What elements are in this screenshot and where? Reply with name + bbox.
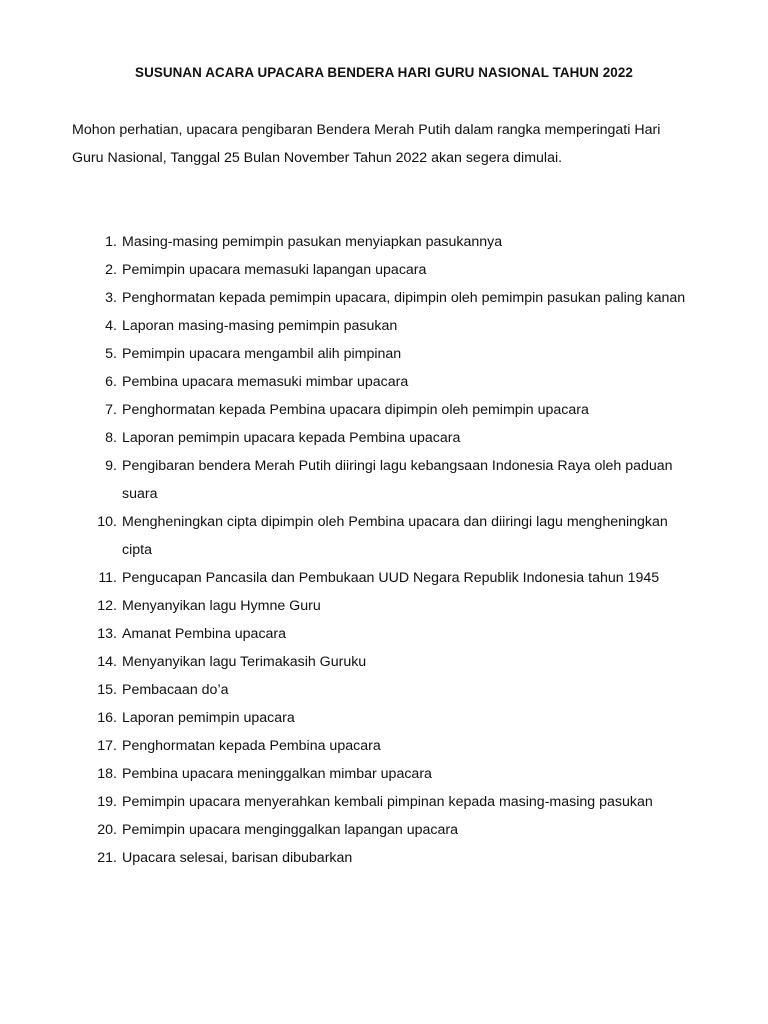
agenda-text: Penghormatan kepada Pembina upacara xyxy=(122,738,381,754)
agenda-item xyxy=(72,368,692,396)
agenda-item xyxy=(72,340,692,368)
agenda-item xyxy=(72,844,692,872)
agenda-item xyxy=(72,228,692,256)
agenda-item xyxy=(72,508,692,564)
agenda-number: 19. xyxy=(97,794,117,810)
agenda-number: 6. xyxy=(105,374,117,390)
agenda-number: 13. xyxy=(97,626,117,642)
agenda-text: Pembina upacara meninggalkan mimbar upacara xyxy=(122,766,432,782)
agenda-text: Pengucapan Pancasila dan Pembukaan UUD Negara Republik Indonesia tahun 1945 xyxy=(122,570,660,586)
agenda-item xyxy=(72,592,692,620)
agenda-text: Laporan masing-masing pemimpin pasukan xyxy=(122,318,398,334)
agenda-text: Mengheningkan cipta dipimpin oleh Pembina upacara dan diiringi lagu mengheningkan cipta xyxy=(122,514,668,558)
agenda-number: 12. xyxy=(97,598,117,614)
agenda-item xyxy=(72,816,692,844)
agenda-text: Upacara selesai, barisan dibubarkan xyxy=(122,850,353,866)
agenda-number: 21. xyxy=(97,850,117,866)
agenda-text: Laporan pemimpin upacara xyxy=(122,710,295,726)
agenda-number: 7. xyxy=(105,402,117,418)
agenda-text: Pemimpin upacara menginggalkan lapangan upacara xyxy=(122,822,458,838)
agenda-number: 20. xyxy=(97,822,117,838)
agenda-item xyxy=(72,424,692,452)
agenda-text: Pembina upacara memasuki mimbar upacara xyxy=(122,374,409,390)
agenda-number: 4. xyxy=(105,318,117,334)
agenda-text: Masing-masing pemimpin pasukan menyiapkan pasukannya xyxy=(122,234,503,250)
agenda-item xyxy=(72,732,692,760)
agenda-text: Amanat Pembina upacara xyxy=(122,626,287,642)
agenda-text: Menyanyikan lagu Hymne Guru xyxy=(122,598,321,614)
agenda-number: 10. xyxy=(97,514,117,530)
agenda-item xyxy=(72,396,692,424)
agenda-item xyxy=(72,284,692,312)
agenda-item xyxy=(72,620,692,648)
agenda-item xyxy=(72,452,692,508)
agenda-text: Penghormatan kepada Pembina upacara dipimpin oleh pemimpin upacara xyxy=(122,402,589,418)
agenda-number: 8. xyxy=(105,430,117,446)
agenda-item xyxy=(72,564,692,592)
agenda-list xyxy=(72,228,692,872)
agenda-item xyxy=(72,704,692,732)
agenda-number: 11. xyxy=(98,570,117,586)
agenda-text: Pembacaan do’a xyxy=(122,682,229,698)
agenda-text: Laporan pemimpin upacara kepada Pembina upacara xyxy=(122,430,461,446)
agenda-item xyxy=(72,648,692,676)
agenda-text: Pemimpin upacara memasuki lapangan upacara xyxy=(122,262,427,278)
agenda-item xyxy=(72,312,692,340)
agenda-number: 3. xyxy=(105,290,117,306)
agenda-item xyxy=(72,788,692,816)
agenda-item xyxy=(72,760,692,788)
agenda-item xyxy=(72,676,692,704)
intro-paragraph: Mohon perhatian, upacara pengibaran Bendera Merah Putih dalam rangka memperingati Hari Guru Nasional, Tanggal 25 Bulan November Tahun 2022 akan segera dimulai. xyxy=(72,122,661,166)
agenda-text: Pemimpin upacara menyerahkan kembali pimpinan kepada masing-masing pasukan xyxy=(122,794,653,810)
agenda-number: 15. xyxy=(97,682,117,698)
agenda-number: 5. xyxy=(105,346,117,362)
document-title: SUSUNAN ACARA UPACARA BENDERA HARI GURU NASIONAL TAHUN 2022 xyxy=(135,65,633,80)
agenda-text: Pemimpin upacara mengambil alih pimpinan xyxy=(122,346,402,362)
agenda-item xyxy=(72,256,692,284)
agenda-number: 17. xyxy=(97,738,117,754)
agenda-number: 9. xyxy=(105,458,117,474)
agenda-number: 1. xyxy=(105,234,117,250)
agenda-text: Pengibaran bendera Merah Putih diiringi lagu kebangsaan Indonesia Raya oleh paduan suara xyxy=(122,458,673,502)
agenda-number: 18. xyxy=(97,766,117,782)
agenda-text: Penghormatan kepada pemimpin upacara, dipimpin oleh pemimpin pasukan paling kanan xyxy=(122,290,686,306)
agenda-text: Menyanyikan lagu Terimakasih Guruku xyxy=(122,654,367,670)
agenda-number: 14. xyxy=(97,654,117,670)
agenda-number: 2. xyxy=(105,262,117,278)
agenda-number: 16. xyxy=(97,710,117,726)
